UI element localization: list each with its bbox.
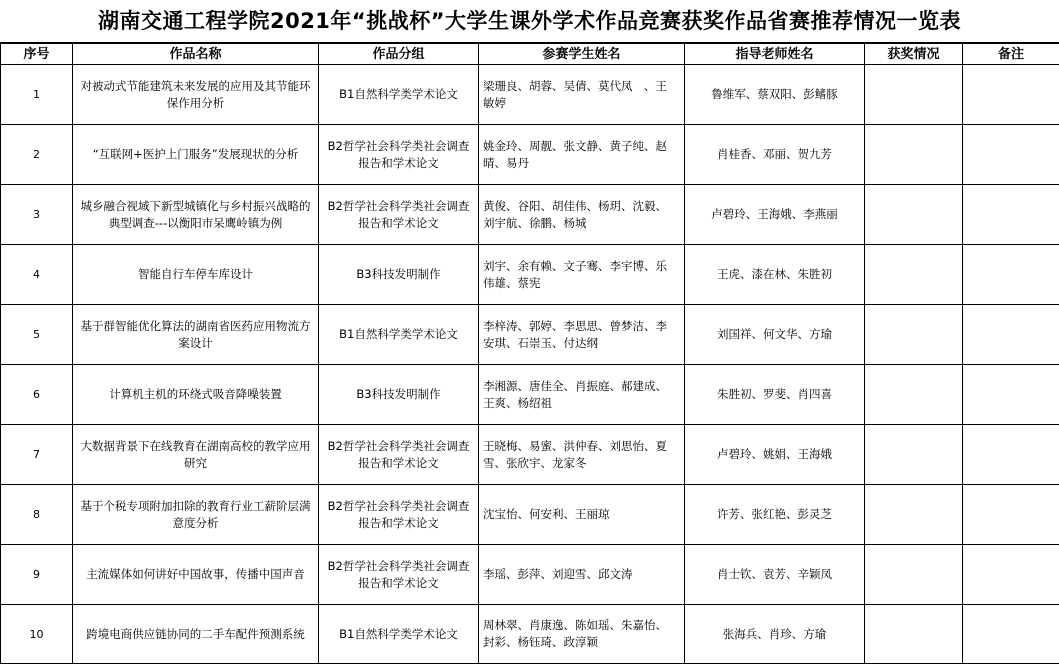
table-row: [1, 65, 1059, 125]
cell-seq[interactable]: 8: [1, 485, 73, 545]
cell-note[interactable]: [963, 485, 1059, 545]
cell-students[interactable]: 沈宝怡、何安利、王丽琼: [479, 485, 685, 545]
table-row: [1, 545, 1059, 605]
cell-teachers[interactable]: 肖桂香、邓丽、贺九芳: [685, 125, 865, 185]
header-group[interactable]: 作品分组: [319, 44, 479, 65]
header-seq[interactable]: 序号: [1, 44, 73, 65]
cell-note[interactable]: [963, 545, 1059, 605]
cell-name[interactable]: 基于个税专项附加扣除的教育行业工薪阶层满意度分析: [73, 485, 319, 545]
cell-name[interactable]: 对被动式节能建筑未来发展的应用及其节能环保作用分析: [73, 65, 319, 125]
cell-seq[interactable]: 5: [1, 305, 73, 365]
header-note[interactable]: 备注: [963, 44, 1059, 65]
cell-group[interactable]: B1自然科学类学术论文: [319, 305, 479, 365]
cell-students[interactable]: 梁珊良、胡蓉、吴倩、莫代凤 、王敏婷: [479, 65, 685, 125]
cell-name[interactable]: 大数据背景下在线教育在湖南高校的教学应用研究: [73, 425, 319, 485]
cell-award[interactable]: [865, 125, 963, 185]
cell-note[interactable]: [963, 305, 1059, 365]
cell-teachers[interactable]: 张海兵、肖珍、方瑜: [685, 605, 865, 664]
cell-seq[interactable]: 9: [1, 545, 73, 605]
cell-seq[interactable]: 7: [1, 425, 73, 485]
cell-note[interactable]: [963, 365, 1059, 425]
cell-name[interactable]: 城乡融合视域下新型城镇化与乡村振兴战略的典型调查---以衡阳市呆鹰岭镇为例: [73, 185, 319, 245]
cell-students[interactable]: 刘宇、余有赖、文子骞、李宇博、乐伟雄、蔡宪: [479, 245, 685, 305]
cell-seq[interactable]: 10: [1, 605, 73, 664]
header-teachers[interactable]: 指导老师姓名: [685, 44, 865, 65]
cell-award[interactable]: [865, 245, 963, 305]
cell-seq[interactable]: 1: [1, 65, 73, 125]
sheet-title: 湖南交通工程学院2021年“挑战杯”大学生课外学术作品竞赛获奖作品省赛推荐情况一览表: [0, 0, 1059, 43]
cell-teachers[interactable]: 朱胜初、罗斐、肖四喜: [685, 365, 865, 425]
table-row: [1, 185, 1059, 245]
cell-teachers[interactable]: 许芳、张红艳、彭灵芝: [685, 485, 865, 545]
header-award[interactable]: 获奖情况: [865, 44, 963, 65]
table-row: [1, 245, 1059, 305]
cell-name[interactable]: 计算机主机的环绕式吸音降噪装置: [73, 365, 319, 425]
cell-group[interactable]: B3科技发明制作: [319, 365, 479, 425]
cell-award[interactable]: [865, 185, 963, 245]
cell-students[interactable]: 李瑶、彭萍、刘迎雪、邱文涛: [479, 545, 685, 605]
cell-students[interactable]: 黄俊、谷阳、胡佳伟、杨玥、沈毅、刘宇航、徐鹏、杨城: [479, 185, 685, 245]
cell-award[interactable]: [865, 605, 963, 664]
cell-students[interactable]: 李梓涛、郭婷、李思思、曾梦洁、李安琪、石崇玉、付达纲: [479, 305, 685, 365]
cell-teachers[interactable]: 鲁维军、蔡双阳、彭鳍豚: [685, 65, 865, 125]
cell-award[interactable]: [865, 365, 963, 425]
cell-group[interactable]: B1自然科学类学术论文: [319, 605, 479, 664]
cell-award[interactable]: [865, 425, 963, 485]
cell-group[interactable]: B2哲学社会科学类社会调查报告和学术论文: [319, 485, 479, 545]
cell-group[interactable]: B1自然科学类学术论文: [319, 65, 479, 125]
cell-teachers[interactable]: 肖士钦、袁芳、辛颖凤: [685, 545, 865, 605]
cell-note[interactable]: [963, 125, 1059, 185]
cell-name[interactable]: 主流媒体如何讲好中国故事，传播中国声音: [73, 545, 319, 605]
cell-award[interactable]: [865, 545, 963, 605]
cell-seq[interactable]: 3: [1, 185, 73, 245]
cell-group[interactable]: B2哲学社会科学类社会调查报告和学术论文: [319, 545, 479, 605]
cell-students[interactable]: 李湘源、唐佳全、肖振庭、郝建成、王爽、杨绍祖: [479, 365, 685, 425]
cell-teachers[interactable]: 卢碧玲、姚娟、王海娥: [685, 425, 865, 485]
table-row: [1, 485, 1059, 545]
cell-name[interactable]: 智能自行车停车库设计: [73, 245, 319, 305]
table-row: [1, 605, 1059, 664]
cell-name[interactable]: “互联网+医护上门服务”发展现状的分析: [73, 125, 319, 185]
cell-students[interactable]: 姚金玲、周靓、张文静、黄子纯、赵晴、易丹: [479, 125, 685, 185]
cell-name[interactable]: 基于群智能优化算法的湖南省医药应用物流方案设计: [73, 305, 319, 365]
cell-group[interactable]: B2哲学社会科学类社会调查报告和学术论文: [319, 125, 479, 185]
header-students[interactable]: 参赛学生姓名: [479, 44, 685, 65]
cell-award[interactable]: [865, 65, 963, 125]
table-row: [1, 125, 1059, 185]
cell-note[interactable]: [963, 65, 1059, 125]
cell-note[interactable]: [963, 245, 1059, 305]
cell-teachers[interactable]: 卢碧玲、王海娥、李燕丽: [685, 185, 865, 245]
cell-seq[interactable]: 6: [1, 365, 73, 425]
cell-seq[interactable]: 4: [1, 245, 73, 305]
header-name[interactable]: 作品名称: [73, 44, 319, 65]
header-row: [1, 44, 1059, 65]
cell-group[interactable]: B2哲学社会科学类社会调查报告和学术论文: [319, 425, 479, 485]
award-table: [0, 43, 1059, 664]
table-row: [1, 305, 1059, 365]
cell-award[interactable]: [865, 485, 963, 545]
cell-teachers[interactable]: 王虎、漆在林、朱胜初: [685, 245, 865, 305]
cell-name[interactable]: 跨境电商供应链协同的二手车配件预测系统: [73, 605, 319, 664]
cell-note[interactable]: [963, 185, 1059, 245]
cell-group[interactable]: B2哲学社会科学类社会调查报告和学术论文: [319, 185, 479, 245]
cell-seq[interactable]: 2: [1, 125, 73, 185]
table-row: [1, 365, 1059, 425]
cell-teachers[interactable]: 刘国祥、何文华、方瑜: [685, 305, 865, 365]
cell-note[interactable]: [963, 605, 1059, 664]
cell-group[interactable]: B3科技发明制作: [319, 245, 479, 305]
table-row: [1, 425, 1059, 485]
cell-note[interactable]: [963, 425, 1059, 485]
cell-award[interactable]: [865, 305, 963, 365]
cell-students[interactable]: 王晓梅、易蜜、洪仲春、刘思怡、夏雪、张欣宇、龙家冬: [479, 425, 685, 485]
cell-students[interactable]: 周林翠、肖康逸、陈如瑶、朱嘉怡、封彩、杨钰琦、政淳颖: [479, 605, 685, 664]
